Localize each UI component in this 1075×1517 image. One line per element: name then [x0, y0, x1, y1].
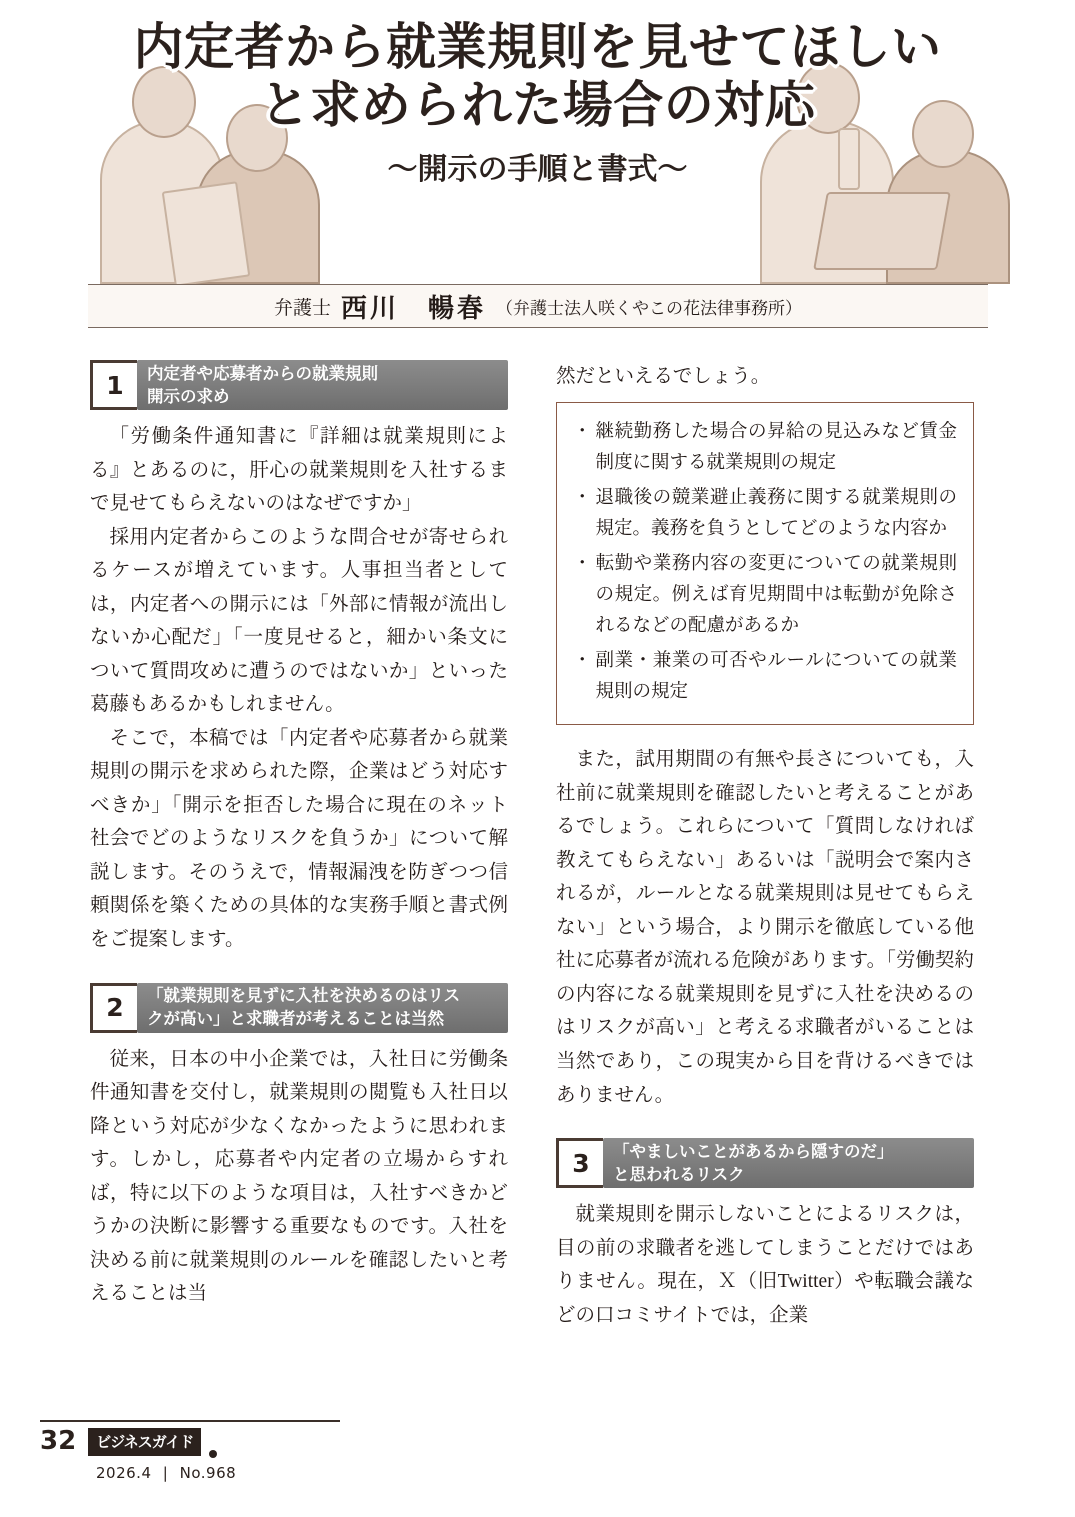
paragraph: そこで，本稿では「内定者や応募者から就業規則の開示を求められた際，企業はどう対応すべきか」「開示を拒否した場合に現在のネット社会でどのようなリスクを負うか」について解説します。そのうえで，情報漏洩を防ぎつつ信頼関係を築くための具体的な実務手順と書式例をご提案します。 — [90, 727, 508, 950]
list-item — [573, 417, 957, 479]
illustration-laptop-icon — [813, 192, 951, 270]
section-number-2: 2 — [90, 983, 137, 1033]
section-heading-3 — [556, 1138, 974, 1188]
right-column — [556, 360, 974, 1332]
bullet-list — [573, 417, 957, 709]
paragraph-continuation: 然だといえるでしょう。 — [556, 366, 771, 387]
paragraph: また，試用期間の有無や長さについても，入社前に就業規則を確認したいと考えることがあるでしょう。これらについて「質問しなければ教えてもらえない」あるいは「説明会で案内されるが，ルールとなる就業規則は見せてもらえない」という場合，より開示を徹底している他社に応募者が流れる危険があります。「労働契約の内容になる就業規則を見ずに入社を決めるのはリスクが高い」と考える求職者がいることは当然であり，この現実から目を背けるべきではありません。 — [556, 749, 974, 1106]
section-title-2-line-2: クが高い」と求職者が考えることは当然 — [147, 1009, 444, 1028]
bullet-marker-icon: ・ — [573, 487, 592, 508]
byline-role: 弁護士 — [273, 297, 331, 319]
section-spacer — [90, 957, 508, 983]
footer-row — [40, 1428, 460, 1456]
page-footer — [40, 1420, 460, 1482]
section-title-1 — [137, 360, 508, 410]
hero-banner — [0, 0, 1075, 296]
left-column — [90, 360, 508, 1311]
list-item — [573, 646, 957, 708]
byline-author-name: 西川 暢春 — [341, 293, 487, 323]
section-title-2 — [137, 983, 508, 1033]
list-item-text: 継続勤務した場合の昇給の見込みなど賃金制度に関する就業規則の規定 — [595, 421, 957, 473]
section-spacer — [556, 1112, 974, 1138]
page-subtitle: 〜開示の手順と書式〜 — [387, 152, 688, 187]
section-heading-1 — [90, 360, 508, 410]
section-title-2-line-1: 「就業規則を見ずに入社を決めるのはリス — [147, 986, 461, 1006]
illustration-document-left — [162, 181, 251, 287]
bullet-list-box — [556, 402, 974, 726]
section-title-1-line-2: 開示の求め — [147, 386, 230, 406]
page-title-line-1: 内定者から就業規則を見せてほしい — [133, 18, 942, 76]
list-item-text: 転勤や業務内容の変更についての就業規則の規定。例えば育児期間中は転勤が免除されるなどの配慮があるか — [595, 553, 957, 636]
byline — [88, 284, 988, 328]
section-number-1: 1 — [90, 360, 137, 410]
issue-separator: | — [162, 1464, 169, 1482]
paragraph: 就業規則を開示しないことによるリスクは，目の前の求職者を逃してしまうことだけではありません。現在，Ｘ（旧Twitter）や転職会議などの口コミサイトでは，企業 — [556, 1204, 974, 1326]
paragraph: 採用内定者からこのような問合せが寄せられるケースが増えています。人事担当者としては，内定者への開示には「外部に情報が流出しないか心配だ」「一度見せると，細かい条文について質問攻めに遭うのではないか」といった葛藤もあるかもしれません。 — [90, 526, 508, 716]
issue-info — [40, 1464, 460, 1482]
issue-date: 2026.4 — [96, 1464, 152, 1482]
page-title-line-2: と求められた場合の対応 — [259, 76, 816, 134]
section-title-3-line-1: 「やましいことがあるから隠すのだ」 — [613, 1141, 894, 1161]
list-item-text: 退職後の競業避止義務に関する就業規則の規定。義務を負うとしてどのような内容か — [595, 487, 957, 539]
paragraph: 従来，日本の中小企業では，入社日に労働条件通知書を交付し，就業規則の閲覧も入社日以降という対応が少なくなかったように思われます。しかし，応募者や内定者の立場からすれば，特に以下のような項目は，入社すべきかどうかの決断に影響する重要なものです。入社を決める前に就業規則のルールを確認したいと考えることは当 — [90, 1048, 508, 1305]
section-number-3: 3 — [556, 1138, 603, 1188]
section-title-3 — [603, 1138, 974, 1188]
list-item-text: 副業・兼業の可否やルールについての就業規則の規定 — [595, 651, 957, 703]
page-number: 32 — [40, 1426, 77, 1456]
bullet-marker-icon: ・ — [573, 421, 592, 442]
bullet-marker-icon: ・ — [573, 553, 592, 574]
section-title-3-line-2: と思われるリスク — [613, 1164, 745, 1184]
section-heading-2 — [90, 983, 508, 1033]
bullet-marker-icon: ・ — [573, 651, 592, 672]
issue-number: No.968 — [179, 1464, 237, 1482]
list-item — [573, 483, 957, 545]
footer-divider — [40, 1420, 340, 1422]
magazine-logo: ビジネスガイド — [88, 1428, 201, 1456]
section-title-1-line-1: 内定者や応募者からの就業規則 — [147, 363, 378, 383]
paragraph: 「労働条件通知書に『詳細は就業規則による』とあるのに，肝心の就業規則を入社するまで見せてもらえないのはなぜですか」 — [90, 426, 508, 515]
hero-title-block — [0, 18, 1075, 188]
byline-firm: （弁護士法人咲くやこの花法律事務所） — [496, 298, 803, 318]
list-item — [573, 549, 957, 642]
